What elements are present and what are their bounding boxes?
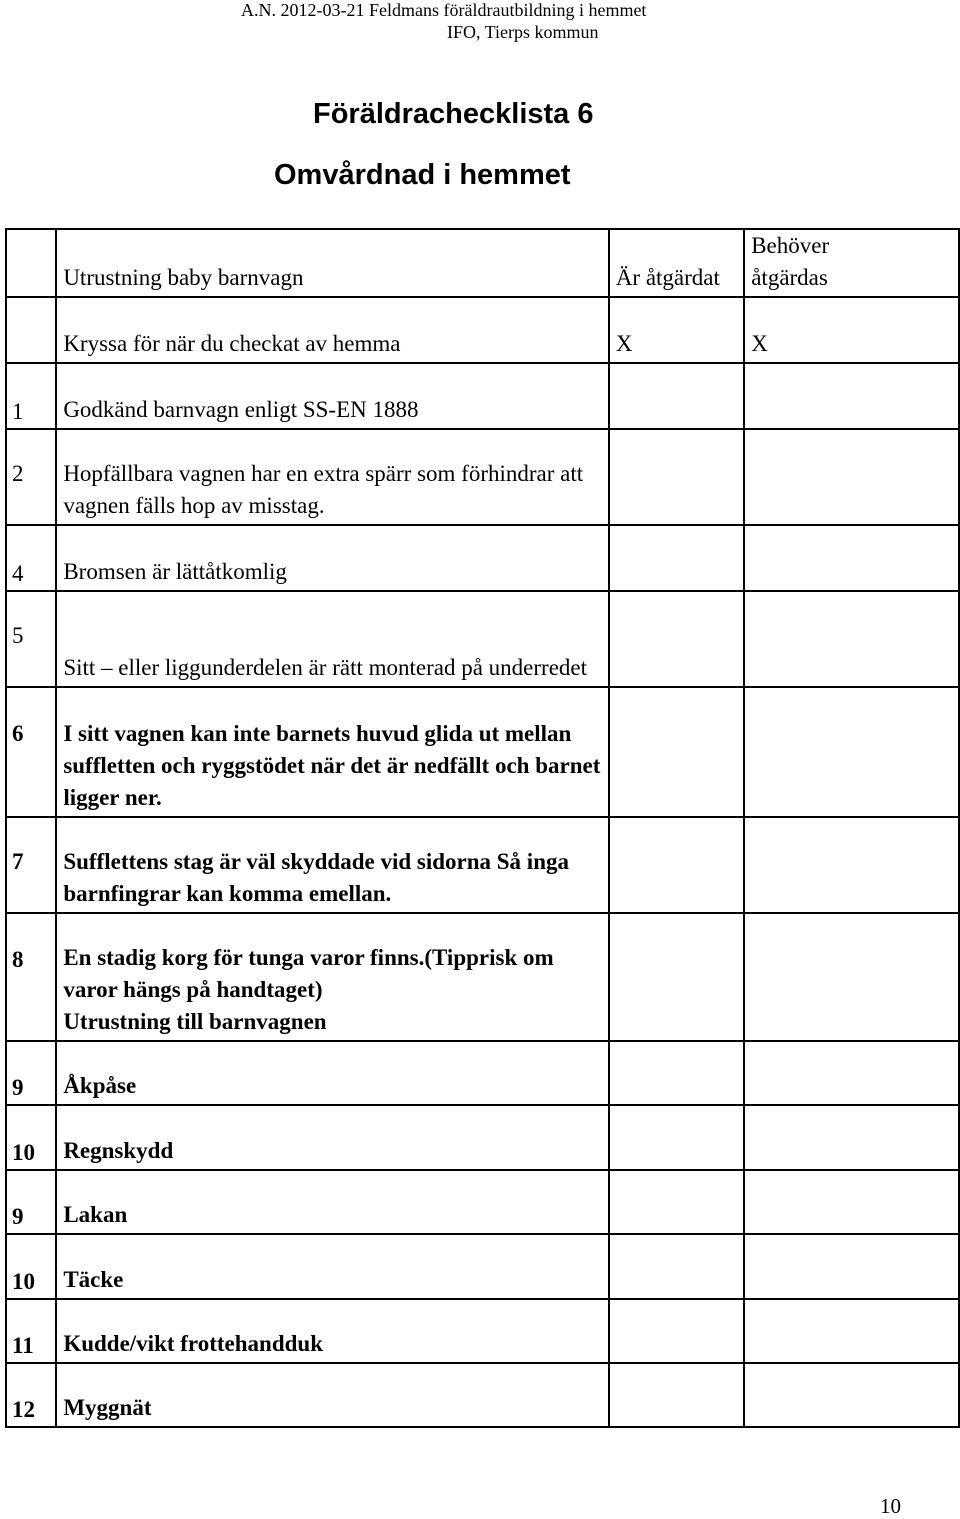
instruction-label: Kryssa för när du checkat av hemma	[63, 331, 401, 356]
header-col-done	[609, 229, 744, 297]
checklist-table	[5, 228, 960, 1428]
checkbox-needs[interactable]	[744, 591, 959, 687]
checkbox-needs[interactable]	[744, 525, 959, 591]
row-text-cell	[56, 1170, 609, 1234]
instruction-label-cell	[56, 297, 609, 363]
row-number: 9	[6, 1170, 56, 1234]
checkbox-done[interactable]	[609, 1363, 744, 1427]
col-done-label: Är åtgärdat	[615, 265, 720, 290]
row-text: Lakan	[63, 1202, 128, 1227]
table-row	[6, 1170, 959, 1234]
row-number: 11	[6, 1299, 56, 1363]
checkbox-done[interactable]	[609, 525, 744, 591]
row-number: 5	[12, 623, 24, 648]
header-text-2: IFO, Tierps kommun	[447, 22, 599, 42]
row-text: En stadig korg för tunga varor finns.(Tipprisk om varor hängs på handtaget)	[63, 945, 554, 1002]
row-number: 1	[6, 363, 56, 429]
row-text-cell	[56, 429, 609, 525]
row-text: I sitt vagnen kan inte barnets huvud glida ut mellan suffletten och ryggstödet när det är nedfällt och barnet ligger ner.	[63, 721, 601, 810]
section-heading: Utrustning till barnvagnen	[63, 1009, 327, 1034]
table-row	[6, 1105, 959, 1170]
instruction-mark-done: X	[615, 331, 633, 356]
checkbox-needs[interactable]	[744, 817, 959, 913]
row-number-cell	[6, 429, 56, 525]
table-row	[6, 1041, 959, 1105]
row-number: 7	[12, 849, 24, 874]
row-text: Åkpåse	[63, 1073, 137, 1098]
row-text: Sufflettens stag är väl skyddade vid sidorna Så inga barnfingrar kan komma emellan.	[63, 849, 569, 906]
checkbox-needs[interactable]	[744, 363, 959, 429]
header-col-needs	[744, 229, 959, 297]
row-text: Godkänd barnvagn enligt SS-EN 1888	[63, 397, 419, 422]
row-number-cell	[6, 913, 56, 1041]
header-label-cell	[56, 229, 609, 297]
row-text: Hopfällbara vagnen har en extra spärr som förhindrar att vagnen fälls hop av misstag.	[63, 461, 584, 518]
row-text-cell	[56, 913, 609, 1041]
table-row	[6, 525, 959, 591]
checkbox-done[interactable]	[609, 1234, 744, 1299]
row-text-cell	[56, 525, 609, 591]
table-row	[6, 429, 959, 525]
header-num-cell	[6, 229, 56, 297]
row-text: Kudde/vikt frottehandduk	[63, 1331, 323, 1356]
row-text-cell	[56, 817, 609, 913]
table-row	[6, 591, 959, 687]
checkbox-done[interactable]	[609, 363, 744, 429]
checkbox-needs[interactable]	[744, 687, 959, 817]
table-row	[6, 1234, 959, 1299]
row-text: Täcke	[63, 1267, 124, 1292]
row-text-cell	[56, 591, 609, 687]
instruction-col-done	[609, 297, 744, 363]
instruction-col-needs	[744, 297, 959, 363]
row-text: Myggnät	[63, 1395, 152, 1420]
document-subtitle: Omvårdnad i hemmet	[274, 159, 571, 191]
row-number-cell	[6, 687, 56, 817]
checkbox-needs[interactable]	[744, 1170, 959, 1234]
row-text-cell	[56, 1041, 609, 1105]
row-number: 12	[6, 1363, 56, 1427]
instruction-row	[6, 297, 959, 363]
checkbox-needs[interactable]	[744, 429, 959, 525]
document-title: Föräldrachecklista 6	[313, 98, 594, 130]
checkbox-done[interactable]	[609, 591, 744, 687]
checkbox-needs[interactable]	[744, 1299, 959, 1363]
row-number: 4	[6, 525, 56, 591]
table-row	[6, 1363, 959, 1427]
checkbox-done[interactable]	[609, 429, 744, 525]
page-number: 10	[880, 1494, 901, 1518]
row-text-cell	[56, 1105, 609, 1170]
row-text-cell	[56, 687, 609, 817]
checkbox-done[interactable]	[609, 1041, 744, 1105]
checkbox-needs[interactable]	[744, 1363, 959, 1427]
checkbox-needs[interactable]	[744, 1105, 959, 1170]
row-number-cell	[6, 817, 56, 913]
header-label: Utrustning baby barnvagn	[63, 265, 304, 290]
table-row	[6, 363, 959, 429]
row-number: 10	[6, 1234, 56, 1299]
row-number: 9	[6, 1041, 56, 1105]
table-row	[6, 913, 959, 1041]
row-number: 8	[12, 947, 24, 972]
row-number: 10	[6, 1105, 56, 1170]
instruction-mark-needs: X	[751, 331, 768, 356]
row-number: 6	[12, 721, 24, 746]
table-header-row	[6, 229, 959, 297]
instruction-num-cell	[6, 297, 56, 363]
row-number: 2	[12, 461, 24, 486]
row-number-cell	[6, 591, 56, 687]
checkbox-done[interactable]	[609, 1170, 744, 1234]
checkbox-done[interactable]	[609, 913, 744, 1041]
table-row	[6, 817, 959, 913]
checkbox-done[interactable]	[609, 817, 744, 913]
table-row	[6, 1299, 959, 1363]
checkbox-needs[interactable]	[744, 1041, 959, 1105]
row-text-cell	[56, 1363, 609, 1427]
checkbox-done[interactable]	[609, 1299, 744, 1363]
row-text-cell	[56, 1299, 609, 1363]
row-text-cell	[56, 1234, 609, 1299]
row-text: Regnskydd	[63, 1138, 174, 1163]
checkbox-done[interactable]	[609, 1105, 744, 1170]
col-needs-label: Behöver åtgärdas	[751, 233, 830, 290]
row-text-cell	[56, 363, 609, 429]
checkbox-done[interactable]	[609, 687, 744, 817]
table-row	[6, 687, 959, 817]
header-text-1: A.N. 2012-03-21 Feldmans föräldrautbildning i hemmet	[241, 0, 647, 20]
checkbox-needs[interactable]	[744, 913, 959, 1041]
row-text: Bromsen är lättåtkomlig	[63, 559, 287, 584]
checkbox-needs[interactable]	[744, 1234, 959, 1299]
row-text: Sitt – eller liggunderdelen är rätt monterad på underredet	[63, 655, 588, 680]
